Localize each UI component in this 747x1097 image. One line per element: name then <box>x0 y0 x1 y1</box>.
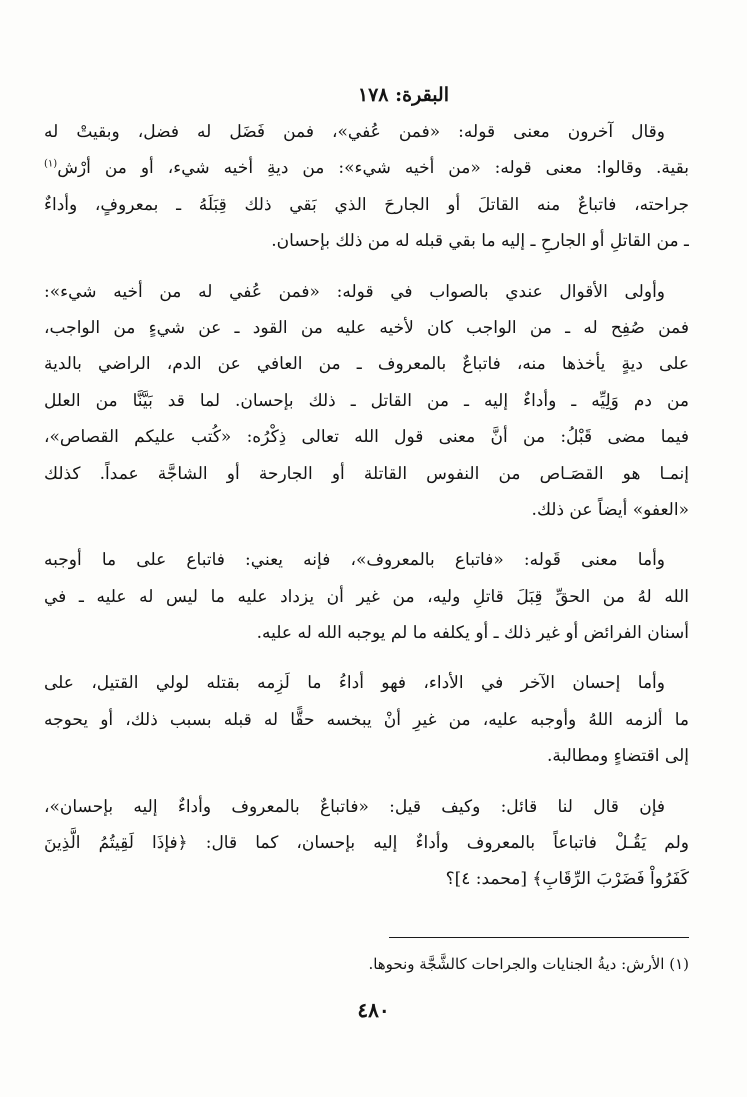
text-line: ولم يَقُـلْ فاتباعاً بالمعروف وأداءٌ إليه بإحسان، كما قال: ﴿فإذَا لَقِيتُمُ الَّذِينَ <box>44 833 689 854</box>
footnote-marker: (١) <box>44 158 58 170</box>
text-line: أسنان الفرائض أو غير ذلك ـ أو يكلفه ما لم يوجبه الله له عليه. <box>256 623 689 644</box>
text-line-content: بقية. وقالوا: معنى قوله: «من أخيه شيء»: من ديةِ أخيه شيء، أو من أرْش <box>57 158 689 179</box>
page-header: البقرة: ١٧٨ <box>357 84 449 106</box>
text-line: وقال آخرون معنى قوله: «فمن عُفي»، فمن فَضَل له فضل، وبقيتْ له <box>44 122 665 142</box>
paragraph <box>44 114 689 260</box>
body-text <box>44 114 689 912</box>
footnote: (١) الأرش: ديةُ الجنايات والجراحات كالشَّجَّة ونحوها. <box>368 955 689 973</box>
text-line: الله لهُ من الحقِّ قِبَلَ قاتلِ وليه، من غير أن يزداد عليه ما ليس له عليه ـ في <box>44 586 689 607</box>
paragraph <box>44 789 689 898</box>
text-line: إلى اقتضاءٍ ومطالبة. <box>546 746 689 767</box>
text-line: وأولى الأقوال عندي بالصواب في قوله: «فمن عُفي له من أخيه شيء»: <box>44 281 665 302</box>
page-number: ٤٨٠ <box>357 998 390 1022</box>
paragraph <box>44 665 689 774</box>
text-line: فإن قال لنا قائل: وكيف قيل: «فاتباعٌ بالمعروف وأداءٌ إليه بإحسان»، <box>44 796 665 817</box>
text-line: جراحته، فاتباعٌ منه القاتلَ أو الجارحَ الذي بَقي ذلك قِبَلَهُ ـ بمعروفٍ، وأداءٌ <box>44 194 689 215</box>
text-line: ـ من القاتلِ أو الجارحِ ـ إليه ما بقي قبله له من ذلك بإحسان. <box>271 231 689 252</box>
paragraph <box>44 542 689 651</box>
text-line: ما ألزمه اللهُ وأوجبه عليه، من غيرِ أنْ يبخسه حقًّا له قبله بسبب ذلك، أو يحوجه <box>44 709 689 730</box>
paragraph <box>44 274 689 529</box>
text-line: من دم وَلِيِّه ـ وأداءٌ إليه ـ من القاتل ـ ذلك بإحسان. لما قد بَيَّنَّا من العلل <box>44 390 689 411</box>
text-line: وأما إحسان الآخر في الأداء، فهو أداءُ ما لَزِمه بقتله لولي القتيل، على <box>44 673 665 694</box>
text-line: «العفو» أيضاً عن ذلك. <box>531 499 689 520</box>
footnote-divider <box>389 937 689 938</box>
text-line <box>44 150 689 186</box>
text-line: فمن صُفِح له ـ من الواجب كان لأخيه عليه من القود ـ عن شيءٍ من الواجب، <box>44 317 689 338</box>
text-line: فيما مضى قَبْلُ: من أنَّ معنى قول الله تعالى ذِكْرُه: «كُتب عليكم القصاص»، <box>44 427 689 448</box>
text-line: كَفَرُواْ فَضَرْبَ الرِّقَابِ﴾ [محمد: ٤]؟ <box>445 869 689 890</box>
text-line: على ديةٍ يأخذها منه، فاتباعٌ بالمعروف ـ من العافي عن الدم، الراضي بالدية <box>44 354 689 375</box>
text-line: إنمـا هو القصَـاص من النفوس القاتلة أو الجارحة أو الشاجَّة عمداً. كذلك <box>44 463 689 484</box>
text-line: وأما معنى قَوله: «فاتباع بالمعروف»، فإنه يعني: فاتباع على ما أوجبه <box>44 550 665 571</box>
